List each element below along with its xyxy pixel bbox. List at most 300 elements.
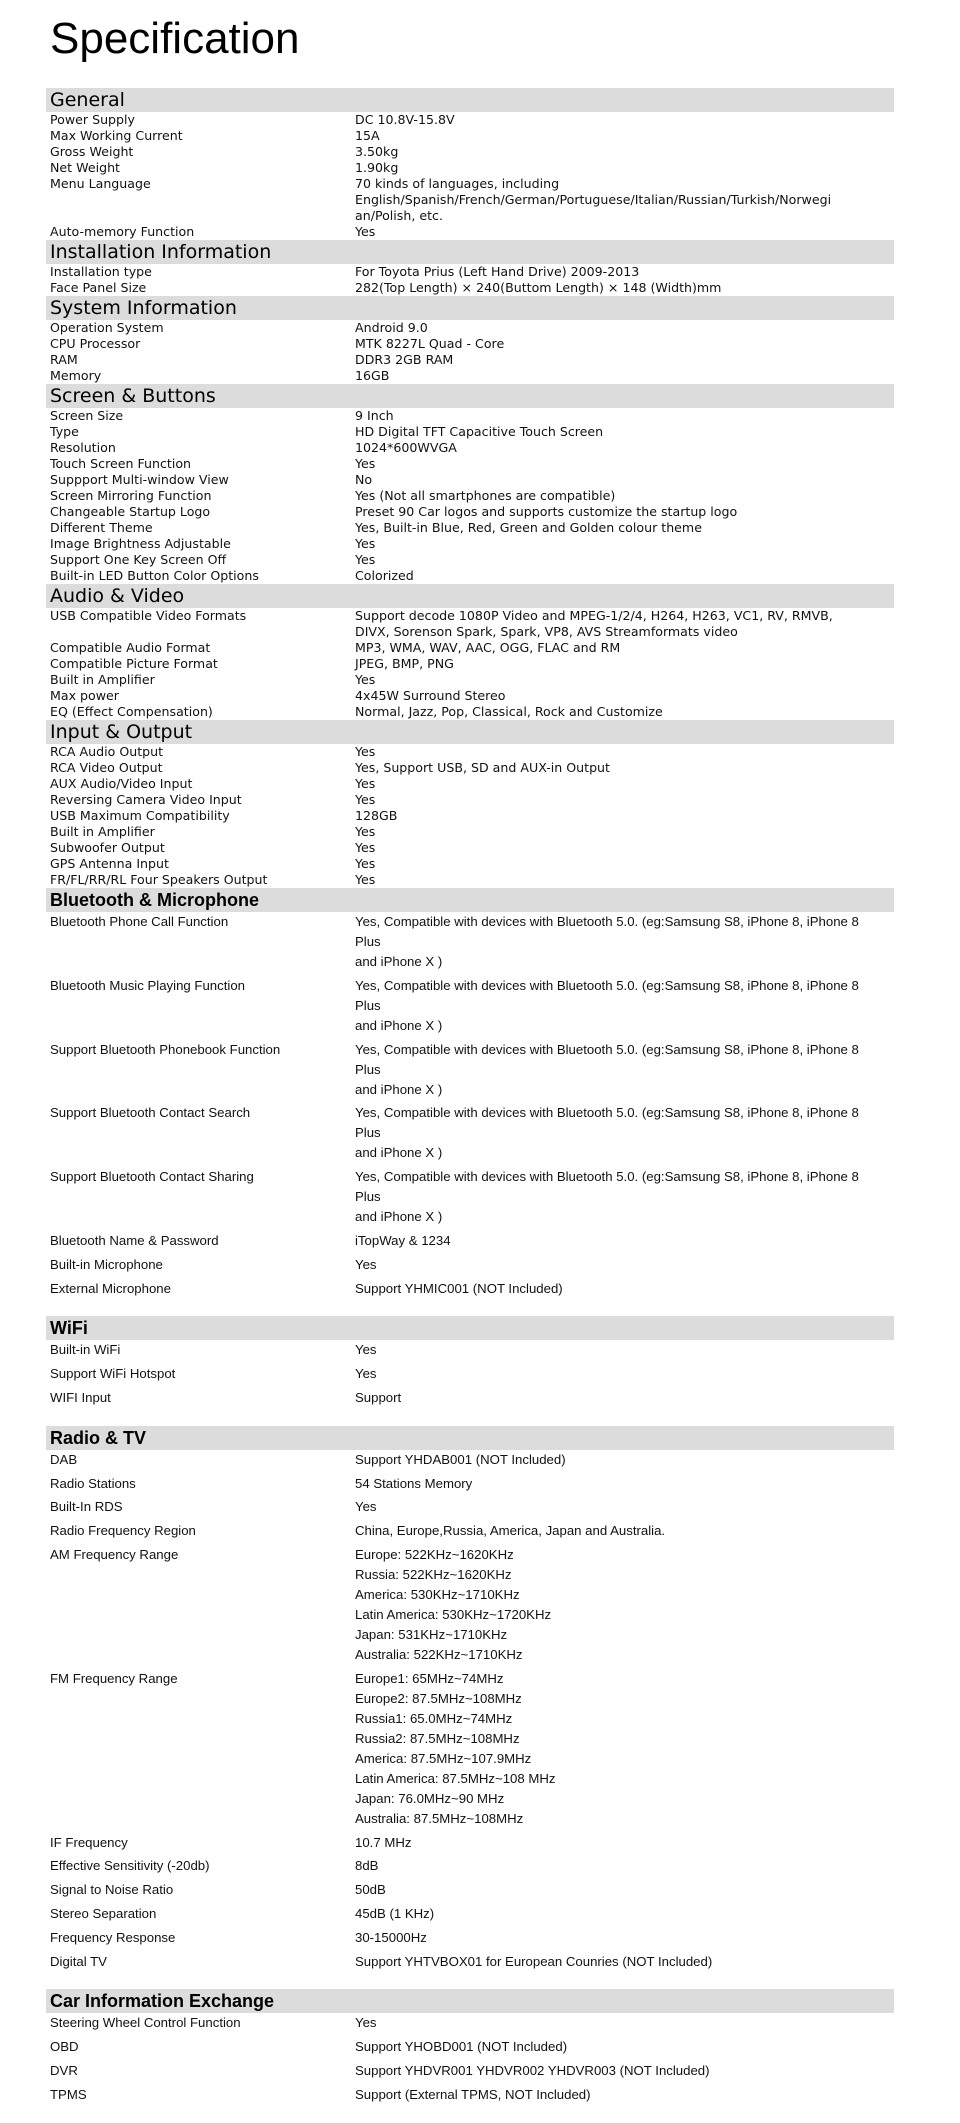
spec-value-line: Support decode 1080P Video and MPEG-1/2/4, H264, H263, VC1, RV, RMVB, <box>355 608 833 623</box>
spec-label: Installation type <box>50 264 152 279</box>
spec-label: USB Maximum Compatibility <box>50 808 230 823</box>
spec-label: Built-in LED Button Color Options <box>50 568 259 583</box>
spec-row <box>46 368 894 384</box>
spec-value-line: Russia1: 65.0MHz~74MHz <box>355 1710 513 1726</box>
spec-value-line: America: 87.5MHz~107.9MHz <box>355 1750 532 1766</box>
spec-label: Built-in WiFi <box>50 1342 121 1358</box>
spec-row <box>46 408 894 424</box>
spec-value-line: Yes <box>355 1366 377 1382</box>
spec-value-line: Japan: 531KHz~1710KHz <box>355 1626 508 1642</box>
spec-value-line: Yes <box>355 552 376 567</box>
spec-row <box>46 2013 894 2033</box>
spec-row <box>46 112 894 128</box>
spec-row <box>46 672 894 688</box>
spec-value-line: Europe1: 65MHz~74MHz <box>355 1670 504 1686</box>
spec-label: Effective Sensitivity (-20db) <box>50 1858 210 1874</box>
spec-value-line: Yes <box>355 824 376 839</box>
spec-row <box>46 656 894 672</box>
spec-row <box>46 1255 894 1275</box>
spec-label: USB Compatible Video Formats <box>50 608 247 623</box>
spec-value-line: Australia: 87.5MHz~108MHz <box>355 1810 524 1826</box>
spec-value-line: Yes <box>355 536 376 551</box>
spec-value <box>355 1856 894 1876</box>
spec-row <box>46 1340 894 1360</box>
spec-label: Subwoofer Output <box>50 840 165 855</box>
spec-value <box>355 1040 894 1100</box>
spec-label: Gross Weight <box>50 144 134 159</box>
spec-value-line: 16GB <box>355 368 390 383</box>
spec-row <box>46 840 894 856</box>
spec-row <box>46 872 894 888</box>
spec-value <box>355 1474 894 1494</box>
spec-value <box>355 2061 894 2081</box>
spec-value-line: Russia: 522KHz~1620KHz <box>355 1566 512 1582</box>
section-header: Bluetooth & Microphone <box>46 888 894 912</box>
spec-value-line: 54 Stations Memory <box>355 1475 473 1491</box>
spec-row <box>46 520 894 536</box>
spec-value-line: and iPhone X ) <box>355 1081 443 1097</box>
spec-row <box>46 760 894 776</box>
section-header: WiFi <box>46 1316 894 1340</box>
spec-row <box>46 568 894 584</box>
spec-label: Built-In RDS <box>50 1499 123 1515</box>
section-system-information <box>46 296 894 384</box>
spec-label: Image Brightness Adjustable <box>50 536 231 551</box>
spec-value <box>355 1497 894 1517</box>
spec-value-line: 282(Top Length) × 240(Buttom Length) × 148 (Width)mm <box>355 280 722 295</box>
spec-label: Max power <box>50 688 119 703</box>
spec-value-line: Support YHTVBOX01 for European Counries (NOT Included) <box>355 1953 713 1969</box>
spec-value-line: Yes, Built-in Blue, Red, Green and Golden colour theme <box>355 520 702 535</box>
spec-value <box>355 352 894 368</box>
spec-value <box>355 440 894 456</box>
spec-value <box>355 552 894 568</box>
spec-label: DVR <box>50 2062 78 2078</box>
spec-value-line: 10.7 MHz <box>355 1834 412 1850</box>
spec-label: Compatible Audio Format <box>50 640 211 655</box>
spec-value <box>355 456 894 472</box>
spec-row <box>46 1833 894 1853</box>
spec-value-line: Yes <box>355 872 376 887</box>
spec-value <box>355 872 894 888</box>
spec-value <box>355 1833 894 1853</box>
spec-value-line: No <box>355 472 373 487</box>
spec-value <box>355 608 894 640</box>
spec-row <box>46 776 894 792</box>
spec-value <box>355 704 894 720</box>
spec-label: Touch Screen Function <box>50 456 192 471</box>
spec-label: Auto-memory Function <box>50 224 195 239</box>
spec-value-line: MTK 8227L Quad - Core <box>355 336 505 351</box>
spec-value <box>355 320 894 336</box>
spec-label: IF Frequency <box>50 1834 128 1850</box>
spec-value <box>355 856 894 872</box>
spec-value <box>355 1545 894 1665</box>
spec-value <box>355 824 894 840</box>
spec-value <box>355 640 894 656</box>
spec-row <box>46 352 894 368</box>
section-wifi <box>46 1316 894 1408</box>
spec-row <box>46 440 894 456</box>
spec-label: Screen Mirroring Function <box>50 488 212 503</box>
spec-row <box>46 856 894 872</box>
spec-row <box>46 2085 894 2105</box>
spec-label: Built-in Microphone <box>50 1256 163 1272</box>
section-general <box>46 88 894 240</box>
spec-label: Bluetooth Name & Password <box>50 1232 219 1248</box>
spec-row <box>46 640 894 656</box>
spec-value-line: Latin America: 530KHz~1720KHz <box>355 1606 552 1622</box>
spec-label: Max Working Current <box>50 128 183 143</box>
spec-label: Built in Amplifier <box>50 672 155 687</box>
spec-label: Screen Size <box>50 408 124 423</box>
section-gap <box>46 1302 894 1316</box>
spec-value-line: Japan: 76.0MHz~90 MHz <box>355 1790 505 1806</box>
spec-value-line: Yes <box>355 792 376 807</box>
spec-value <box>355 976 894 1036</box>
spec-label: Bluetooth Music Playing Function <box>50 977 245 993</box>
section-bluetooth-and-microphone <box>46 888 894 1299</box>
section-gap <box>46 2109 894 2123</box>
spec-value <box>355 840 894 856</box>
spec-value <box>355 688 894 704</box>
spec-row <box>46 608 894 640</box>
spec-row <box>46 320 894 336</box>
spec-label: RCA Audio Output <box>50 744 164 759</box>
spec-label: Menu Language <box>50 176 151 191</box>
spec-value-line: DDR3 2GB RAM <box>355 352 454 367</box>
spec-label: Support WiFi Hotspot <box>50 1366 176 1382</box>
spec-value-line: 45dB (1 KHz) <box>355 1905 435 1921</box>
spec-label: Support Bluetooth Contact Search <box>50 1105 251 1121</box>
spec-label: Support One Key Screen Off <box>50 552 227 567</box>
spec-value-line: and iPhone X ) <box>355 954 443 969</box>
section-header: Input & Output <box>46 720 894 744</box>
spec-value <box>355 2013 894 2033</box>
spec-label: Memory <box>50 368 102 383</box>
section-car-information-exchange <box>46 1989 894 2104</box>
spec-value-line: Yes (Not all smartphones are compatible) <box>355 488 616 503</box>
spec-value <box>355 1255 894 1275</box>
spec-label: Type <box>50 424 79 439</box>
spec-row <box>46 792 894 808</box>
spec-value-line: MP3, WMA, WAV, AAC, OGG, FLAC and RM <box>355 640 621 655</box>
spec-row <box>46 424 894 440</box>
section-audio-and-video <box>46 584 894 720</box>
spec-value-line: Android 9.0 <box>355 320 428 335</box>
spec-row <box>46 704 894 720</box>
spec-value-line: Support YHOBD001 (NOT Included) <box>355 2039 568 2055</box>
spec-row <box>46 1450 894 1470</box>
spec-value <box>355 2037 894 2057</box>
section-gap <box>46 1412 894 1426</box>
spec-value <box>355 672 894 688</box>
spec-row <box>46 144 894 160</box>
spec-value <box>355 760 894 776</box>
section-installation-information <box>46 240 894 296</box>
spec-label: Power Supply <box>50 112 135 127</box>
spec-label: Changeable Startup Logo <box>50 504 211 519</box>
spec-row <box>46 744 894 760</box>
spec-value <box>355 1167 894 1227</box>
spec-value <box>355 912 894 972</box>
spec-value-line: Russia2: 87.5MHz~108MHz <box>355 1730 520 1746</box>
spec-label: Support Bluetooth Phonebook Function <box>50 1041 281 1057</box>
spec-row <box>46 1103 894 1163</box>
spec-value-line: Australia: 522KHz~1710KHz <box>355 1646 523 1662</box>
spec-label: Digital TV <box>50 1953 107 1969</box>
spec-value <box>355 1364 894 1384</box>
specification-table <box>46 88 894 2123</box>
spec-label: External Microphone <box>50 1280 171 1296</box>
spec-value-line: Support YHDAB001 (NOT Included) <box>355 1451 566 1467</box>
spec-value <box>355 1388 894 1408</box>
spec-value-line: Europe: 522KHz~1620KHz <box>355 1546 514 1562</box>
spec-value-line: Yes <box>355 224 376 239</box>
spec-label: RCA Video Output <box>50 760 163 775</box>
spec-sections-upper <box>46 88 894 888</box>
spec-label: WIFI Input <box>50 1389 111 1405</box>
spec-label: Built in Amplifier <box>50 824 155 839</box>
spec-value <box>355 1103 894 1163</box>
spec-label: Signal to Noise Ratio <box>50 1882 174 1898</box>
section-screen-and-buttons <box>46 384 894 584</box>
spec-value <box>355 408 894 424</box>
spec-label: Operation System <box>50 320 164 335</box>
spec-value <box>355 520 894 536</box>
spec-value-line: 3.50kg <box>355 144 399 159</box>
spec-label: EQ (Effect Compensation) <box>50 704 213 719</box>
spec-value <box>355 1450 894 1470</box>
spec-row <box>46 280 894 296</box>
spec-row <box>46 1231 894 1251</box>
spec-value-line: Yes, Compatible with devices with Bluetooth 5.0. (eg:Samsung S8, iPhone 8, iPhone 8 Plus <box>355 1041 859 1077</box>
spec-value-line: Yes, Compatible with devices with Bluetooth 5.0. (eg:Samsung S8, iPhone 8, iPhone 8 Plus <box>355 1169 859 1205</box>
spec-value-line: Yes <box>355 456 376 471</box>
section-gap <box>46 1975 894 1989</box>
spec-row <box>46 1521 894 1541</box>
spec-label: Net Weight <box>50 160 120 175</box>
section-header: Audio & Video <box>46 584 894 608</box>
spec-row <box>46 1167 894 1227</box>
spec-value-line: and iPhone X ) <box>355 1209 443 1225</box>
spec-row <box>46 2061 894 2081</box>
spec-value-line: Support (External TPMS, NOT Included) <box>355 2086 591 2102</box>
spec-label: Stereo Separation <box>50 1905 157 1921</box>
spec-sections-lower <box>46 888 894 2123</box>
spec-value <box>355 1904 894 1924</box>
spec-row <box>46 1952 894 1972</box>
spec-value <box>355 224 894 240</box>
section-header: Screen & Buttons <box>46 384 894 408</box>
spec-value-line: Yes <box>355 2015 377 2031</box>
spec-value <box>355 536 894 552</box>
spec-label: Reversing Camera Video Input <box>50 792 242 807</box>
spec-value-line: 70 kinds of languages, including <box>355 176 560 191</box>
spec-row <box>46 824 894 840</box>
spec-row <box>46 1880 894 1900</box>
spec-value-line: Yes, Compatible with devices with Bluetooth 5.0. (eg:Samsung S8, iPhone 8, iPhone 8 Plus <box>355 1105 859 1141</box>
spec-value-line: DC 10.8V-15.8V <box>355 112 455 127</box>
spec-value-line: DIVX, Sorenson Spark, Spark, VP8, AVS Streamformats video <box>355 624 738 639</box>
spec-value-line: 9 Inch <box>355 408 394 423</box>
spec-value <box>355 176 894 224</box>
spec-value-line: Colorized <box>355 568 414 583</box>
spec-value-line: Yes <box>355 672 376 687</box>
spec-value <box>355 336 894 352</box>
spec-row <box>46 2037 894 2057</box>
spec-row <box>46 688 894 704</box>
spec-label: FR/FL/RR/RL Four Speakers Output <box>50 872 268 887</box>
spec-value-line: Support <box>355 1389 402 1405</box>
spec-row <box>46 976 894 1036</box>
spec-row <box>46 224 894 240</box>
spec-value <box>355 504 894 520</box>
section-header: Car Information Exchange <box>46 1989 894 2013</box>
spec-value-line: Europe2: 87.5MHz~108MHz <box>355 1690 522 1706</box>
spec-row <box>46 1040 894 1100</box>
spec-value <box>355 808 894 824</box>
spec-row <box>46 1497 894 1517</box>
spec-row <box>46 456 894 472</box>
spec-row <box>46 1928 894 1948</box>
spec-label: RAM <box>50 352 78 367</box>
spec-label: Face Panel Size <box>50 280 147 295</box>
spec-label: AUX Audio/Video Input <box>50 776 193 791</box>
spec-value-line: China, Europe,Russia, America, Japan and Australia. <box>355 1523 666 1539</box>
spec-row <box>46 1474 894 1494</box>
spec-row <box>46 552 894 568</box>
spec-value-line: Yes <box>355 1342 377 1358</box>
spec-row <box>46 504 894 520</box>
spec-value <box>355 280 894 296</box>
spec-label: Compatible Picture Format <box>50 656 218 671</box>
spec-row <box>46 1545 894 1665</box>
spec-value-line: and iPhone X ) <box>355 1017 443 1033</box>
spec-value <box>355 112 894 128</box>
spec-value <box>355 792 894 808</box>
spec-value <box>355 1279 894 1299</box>
spec-value-line: 30-15000Hz <box>355 1929 427 1945</box>
spec-value-line: Yes <box>355 776 376 791</box>
section-input-and-output <box>46 720 894 888</box>
spec-value-line: Normal, Jazz, Pop, Classical, Rock and Customize <box>355 704 663 719</box>
section-header: System Information <box>46 296 894 320</box>
spec-label: Radio Frequency Region <box>50 1523 196 1539</box>
spec-value <box>355 160 894 176</box>
section-header: Installation Information <box>46 240 894 264</box>
section-radio-and-tv <box>46 1426 894 1972</box>
spec-value-line: Yes, Compatible with devices with Bluetooth 5.0. (eg:Samsung S8, iPhone 8, iPhone 8 Plus <box>355 914 859 949</box>
spec-value <box>355 368 894 384</box>
spec-label: DAB <box>50 1451 78 1467</box>
spec-row <box>46 1856 894 1876</box>
spec-value-line: Yes <box>355 856 376 871</box>
spec-value-line: 1.90kg <box>355 160 399 175</box>
spec-value <box>355 488 894 504</box>
spec-value <box>355 656 894 672</box>
spec-value-line: Preset 90 Car logos and supports customize the startup logo <box>355 504 738 519</box>
spec-row <box>46 264 894 280</box>
spec-label: TPMS <box>50 2086 87 2102</box>
page-title: Specification <box>50 14 300 63</box>
spec-row <box>46 472 894 488</box>
spec-value <box>355 1880 894 1900</box>
spec-value <box>355 744 894 760</box>
spec-value <box>355 264 894 280</box>
spec-row <box>46 912 894 972</box>
spec-value-line: 50dB <box>355 1882 386 1898</box>
spec-value-line: 1024*600WVGA <box>355 440 457 455</box>
spec-label: Radio Stations <box>50 1475 136 1491</box>
spec-row <box>46 1388 894 1408</box>
spec-value <box>355 1521 894 1541</box>
spec-row <box>46 336 894 352</box>
spec-label: Frequency Response <box>50 1929 176 1945</box>
spec-value-line: iTopWay & 1234 <box>355 1232 451 1248</box>
spec-value-line: Support YHMIC001 (NOT Included) <box>355 1280 563 1296</box>
spec-value-line: JPEG, BMP, PNG <box>355 656 454 671</box>
spec-value <box>355 1340 894 1360</box>
spec-value <box>355 128 894 144</box>
section-header: Radio & TV <box>46 1426 894 1450</box>
spec-value <box>355 1231 894 1251</box>
spec-label: Support Bluetooth Contact Sharing <box>50 1169 254 1185</box>
spec-row <box>46 176 894 224</box>
spec-label: Different Theme <box>50 520 153 535</box>
spec-row <box>46 808 894 824</box>
spec-row <box>46 160 894 176</box>
spec-value-line: English/Spanish/French/German/Portuguese/Italian/Russian/Turkish/Norwegi <box>355 192 832 207</box>
spec-row <box>46 1904 894 1924</box>
spec-label: AM Frequency Range <box>50 1546 179 1562</box>
spec-value-line: 4x45W Surround Stereo <box>355 688 506 703</box>
spec-row <box>46 536 894 552</box>
spec-label: OBD <box>50 2039 79 2055</box>
spec-label: FM Frequency Range <box>50 1670 178 1686</box>
spec-value-line: 15A <box>355 128 380 143</box>
spec-value-line: 8dB <box>355 1858 379 1874</box>
spec-row <box>46 1279 894 1299</box>
spec-value-line: Yes, Support USB, SD and AUX-in Output <box>355 760 610 775</box>
spec-value-line: Yes <box>355 1256 377 1272</box>
spec-value <box>355 472 894 488</box>
spec-value <box>355 144 894 160</box>
spec-label: CPU Processor <box>50 336 141 351</box>
spec-value <box>355 1928 894 1948</box>
spec-row <box>46 488 894 504</box>
spec-value-line: HD Digital TFT Capacitive Touch Screen <box>355 424 604 439</box>
spec-value-line: Yes, Compatible with devices with Bluetooth 5.0. (eg:Samsung S8, iPhone 8, iPhone 8 Plus <box>355 977 859 1013</box>
spec-row <box>46 128 894 144</box>
spec-value-line: Yes <box>355 744 376 759</box>
spec-value-line: Latin America: 87.5MHz~108 MHz <box>355 1770 556 1786</box>
spec-value-line: Yes <box>355 840 376 855</box>
spec-label: Bluetooth Phone Call Function <box>50 914 229 929</box>
spec-value-line: America: 530KHz~1710KHz <box>355 1586 520 1602</box>
spec-value-line: Support YHDVR001 YHDVR002 YHDVR003 (NOT Included) <box>355 2062 710 2078</box>
spec-row <box>46 1364 894 1384</box>
spec-value-line: Yes <box>355 1499 377 1515</box>
spec-value <box>355 1952 894 1972</box>
spec-value-line: an/Polish, etc. <box>355 208 443 223</box>
spec-value <box>355 424 894 440</box>
spec-row <box>46 1669 894 1829</box>
spec-label: Resolution <box>50 440 116 455</box>
spec-label: Steering Wheel Control Function <box>50 2015 241 2031</box>
spec-value-line: 128GB <box>355 808 398 823</box>
spec-value <box>355 2085 894 2105</box>
